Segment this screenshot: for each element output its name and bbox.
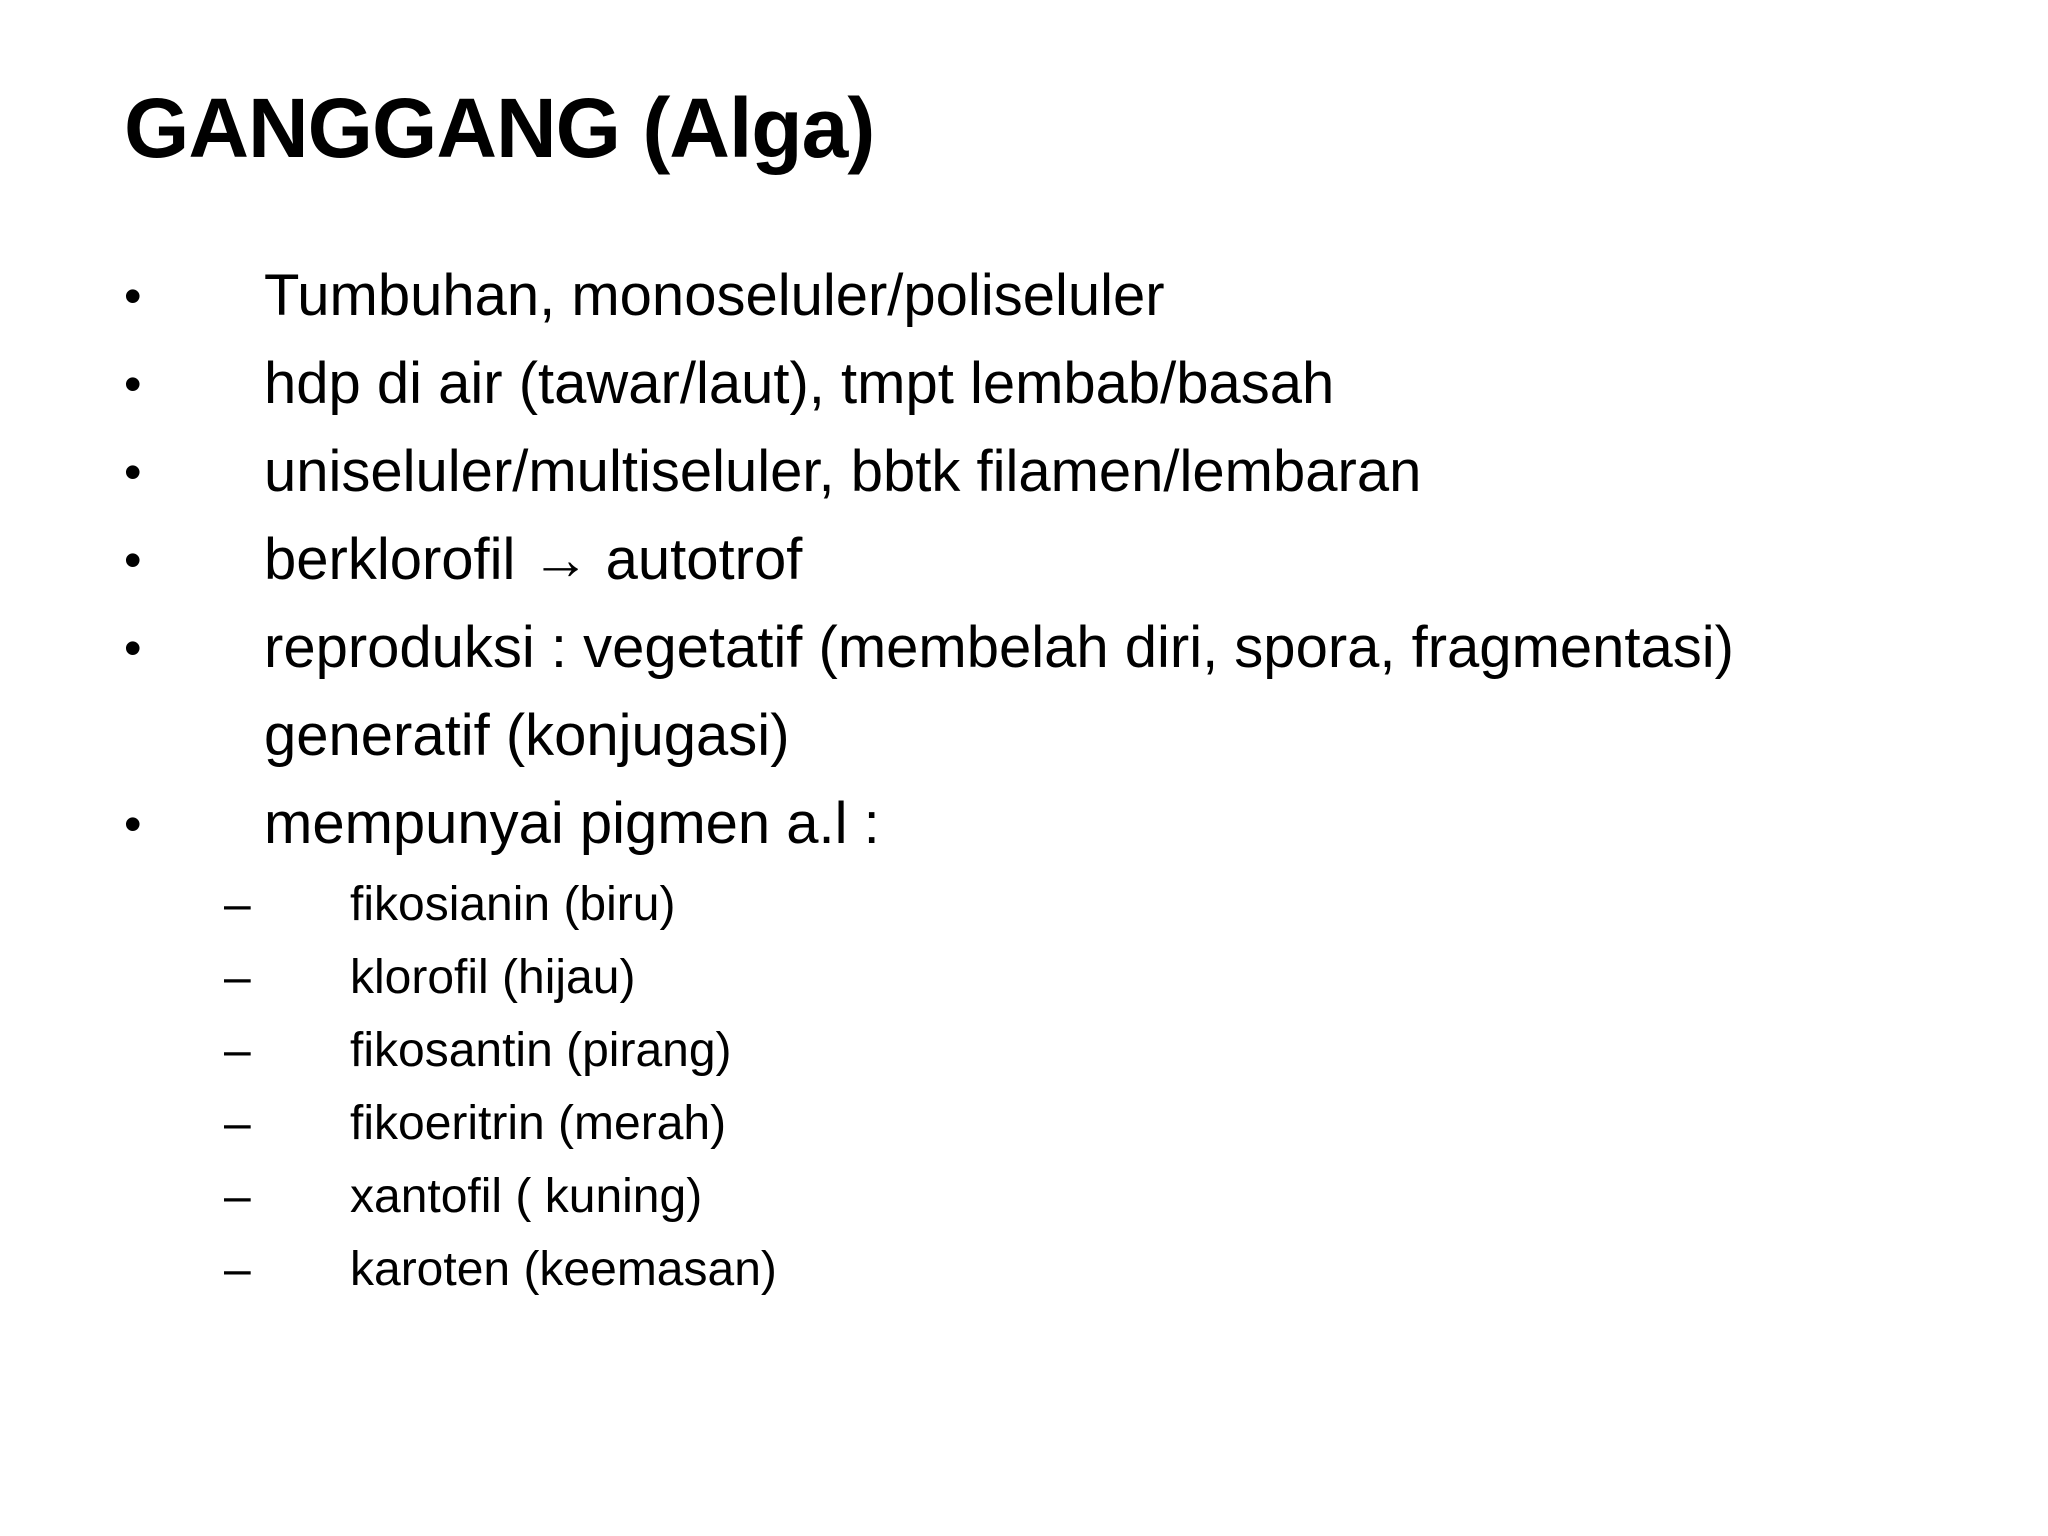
sub-marker: – bbox=[224, 1097, 251, 1150]
sub-item bbox=[124, 1087, 1984, 1160]
bullet-marker: • bbox=[124, 620, 142, 676]
bullet-text: reproduksi : vegetatif (membelah diri, spora, fragmentasi) bbox=[264, 615, 1734, 680]
bullet-text-continuation: generatif (konjugasi) bbox=[264, 703, 790, 768]
slide-body bbox=[124, 252, 1984, 1306]
sub-item bbox=[124, 1014, 1984, 1087]
sub-item-text: xantofil ( kuning) bbox=[350, 1170, 703, 1223]
bullet-text: hdp di air (tawar/laut), tmpt lembab/basah bbox=[264, 351, 1335, 416]
bullet-text: mempunyai pigmen a.l : bbox=[264, 791, 880, 856]
slide-title: GANGGANG (Alga) bbox=[124, 81, 875, 175]
sub-item-text: klorofil (hijau) bbox=[350, 951, 636, 1004]
sub-item-text: fikosianin (biru) bbox=[350, 878, 676, 931]
sub-item-text: fikosantin (pirang) bbox=[350, 1024, 732, 1077]
bullet-text: berklorofil → autotrof bbox=[264, 527, 803, 592]
bullet-item bbox=[124, 516, 1984, 604]
sub-marker: – bbox=[224, 878, 251, 931]
bullet-marker: • bbox=[124, 444, 142, 500]
bullet-text: Tumbuhan, monoseluler/poliseluler bbox=[264, 263, 1165, 328]
sub-item bbox=[124, 1233, 1984, 1306]
sub-item bbox=[124, 1160, 1984, 1233]
bullet-item bbox=[124, 428, 1984, 516]
bullet-item bbox=[124, 252, 1984, 340]
bullet-text: uniseluler/multiseluler, bbtk filamen/lembaran bbox=[264, 439, 1422, 504]
bullet-marker: • bbox=[124, 268, 142, 324]
bullet-item bbox=[124, 604, 1984, 780]
sub-item-text: fikoeritrin (merah) bbox=[350, 1097, 727, 1150]
bullet-marker: • bbox=[124, 356, 142, 412]
bullet-marker: • bbox=[124, 796, 142, 852]
sub-marker: – bbox=[224, 1024, 251, 1077]
bullet-item bbox=[124, 780, 1984, 868]
bullet-item bbox=[124, 340, 1984, 428]
sub-item bbox=[124, 868, 1984, 941]
sub-item bbox=[124, 941, 1984, 1014]
sub-marker: – bbox=[224, 1243, 251, 1296]
sub-marker: – bbox=[224, 1170, 251, 1223]
sub-marker: – bbox=[224, 951, 251, 1004]
sub-item-text: karoten (keemasan) bbox=[350, 1243, 777, 1296]
bullet-marker: • bbox=[124, 532, 142, 588]
